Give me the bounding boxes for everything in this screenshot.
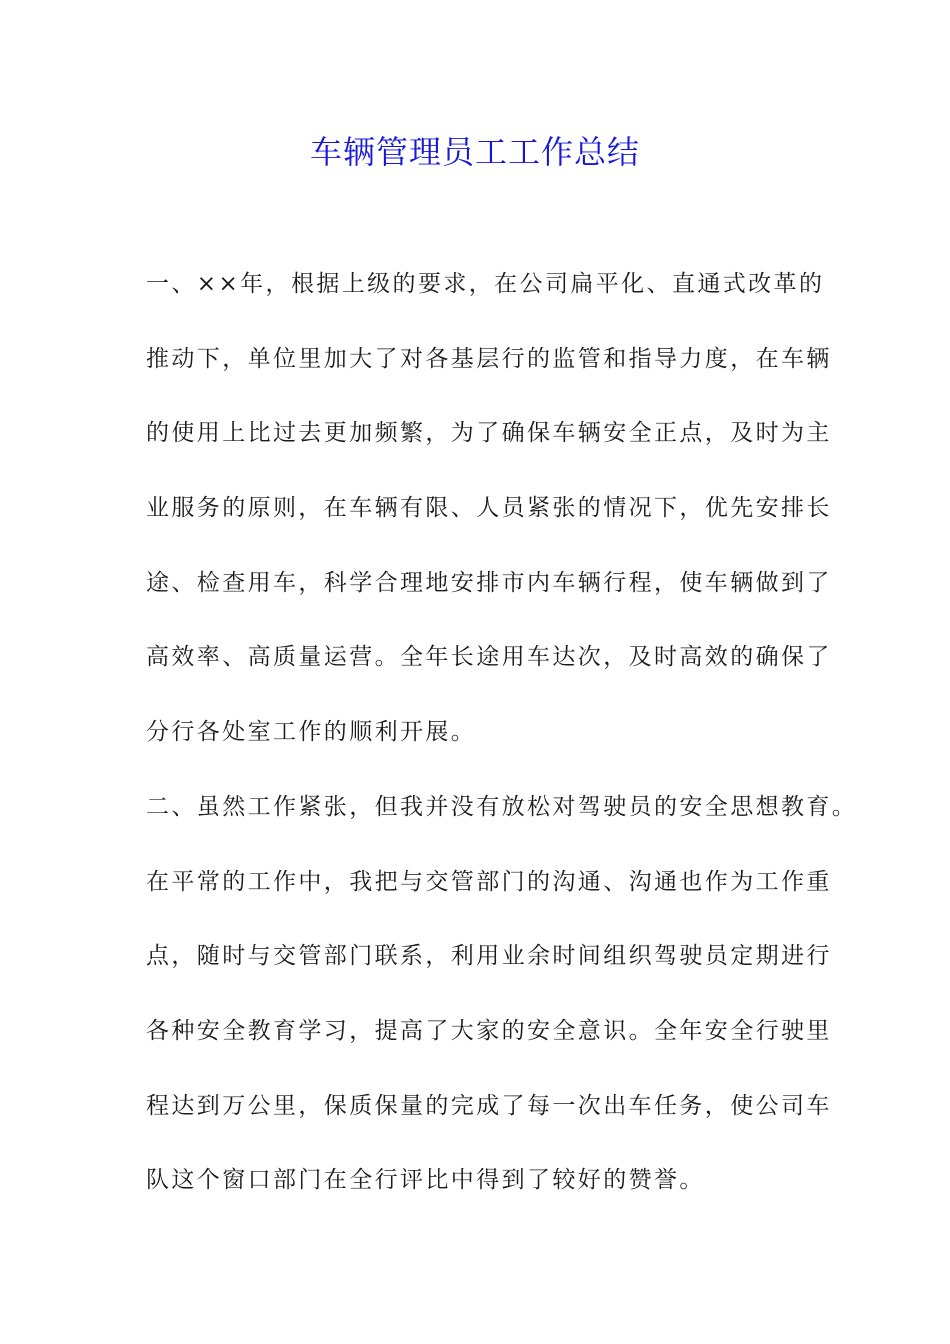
document-body — [146, 266, 858, 1237]
body-line: 程达到万公里，保质保量的完成了每一次出车任务，使公司车 — [146, 1092, 832, 1119]
body-line: 点，随时与交管部门联系，利用业余时间组织驾驶员定期进行 — [146, 943, 832, 970]
body-line: 在平常的工作中，我把与交管部门的沟通、沟通也作为工作重 — [146, 868, 832, 895]
body-line: 一、××年，根据上级的要求，在公司扁平化、直通式改革的 — [146, 271, 825, 297]
body-line: 的使用上比过去更加频繁，为了确保车辆安全正点，及时为主 — [146, 420, 832, 447]
document-title: 车辆管理员工工作总结 — [309, 133, 640, 171]
body-line: 队这个窗口部门在全行评比中得到了较好的赞誉。 — [146, 1167, 705, 1194]
body-line: 二、虽然工作紧张，但我并没有放松对驾驶员的安全思想教育。 — [146, 793, 858, 820]
body-line: 业服务的原则，在车辆有限、人员紧张的情况下，优先安排长 — [146, 495, 832, 522]
body-line: 途、检查用车，科学合理地安排市内车辆行程，使车辆做到了 — [146, 569, 832, 596]
body-line: 高效率、高质量运营。全年长途用车达次，及时高效的确保了 — [146, 644, 832, 671]
body-line: 推动下，单位里加大了对各基层行的监管和指导力度，在车辆 — [146, 345, 832, 372]
body-line: 分行各处室工作的顺利开展。 — [146, 719, 477, 746]
body-line: 各种安全教育学习，提高了大家的安全意识。全年安全行驶里 — [146, 1017, 832, 1044]
